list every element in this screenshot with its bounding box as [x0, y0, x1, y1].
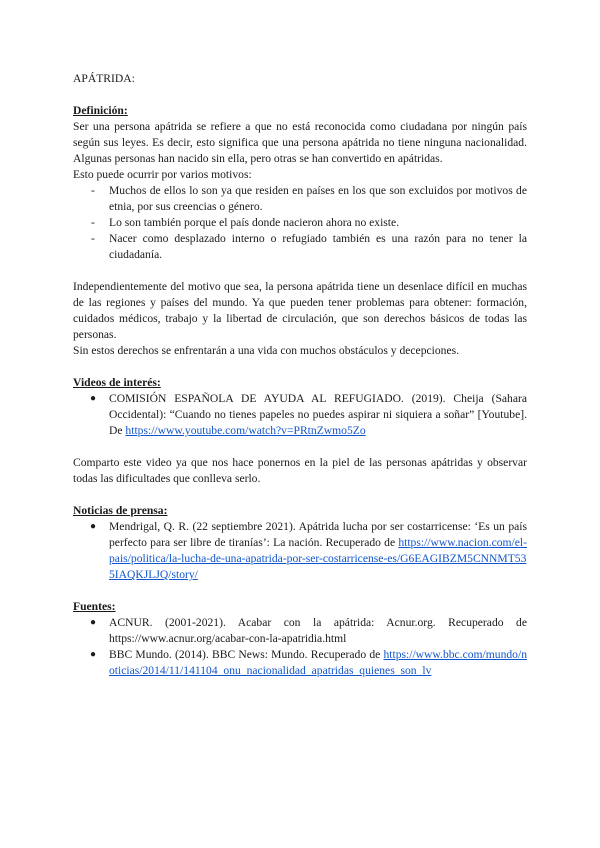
reasons-list — [73, 183, 527, 263]
nacion-link[interactable]: https://www.nacion.com/el-pais/politica/la-lucha-de-una-apatrida-por-ser-costarricense-es/G6EAGIBZM5CNNMT535IAQKJLJQ/story/ — [109, 536, 527, 581]
bullet-marker: ● — [90, 617, 97, 628]
definicion-paragraph-4: Sin estos derechos se enfrentarán a una vida con muchos obstáculos y decepciones. — [73, 344, 460, 357]
bullet-marker: ● — [90, 521, 97, 532]
reason-text: Muchos de ellos lo son ya que residen en países en los que son excluidos por motivos de etnia, por sus creencias o género. — [109, 184, 527, 213]
fuentes-list — [73, 615, 527, 679]
videos-list — [73, 391, 527, 439]
heading-videos: Videos de interés: — [73, 376, 161, 389]
youtube-link[interactable]: https://www.youtube.com/watch?v=PRtnZwmo5Zo — [125, 424, 366, 437]
reason-text: Nacer como desplazado interno o refugiado también es una razón para no tener la ciudadanía. — [109, 232, 527, 261]
document-title: APÁTRIDA: — [73, 72, 135, 85]
list-item — [73, 183, 527, 215]
definicion-paragraph-2: Esto puede ocurrir por varios motivos: — [73, 168, 252, 181]
dash-marker: - — [91, 216, 95, 229]
list-item — [73, 647, 527, 679]
videos-comment: Comparto este video ya que nos hace ponernos en la piel de las personas apátridas y observar todas las dificultades que conlleva serlo. — [73, 456, 527, 485]
reason-text: Lo son también porque el país donde nacieron ahora no existe. — [109, 216, 400, 229]
noticias-list — [73, 519, 527, 583]
heading-definicion: Definición: — [73, 104, 128, 117]
bbc-link[interactable]: https://www.bbc.com/mundo/noticias/2014/11/141104_onu_nacionalidad_apatridas_quienes_son_lv — [109, 648, 527, 677]
document-body — [73, 71, 527, 679]
list-item — [73, 215, 527, 231]
bullet-marker: ● — [90, 649, 97, 660]
definicion-paragraph-1: Ser una persona apátrida se refiere a que no está reconocida como ciudadana por ningún país según sus leyes. Es decir, esto significa que una persona apátrida no tiene ninguna nacionalidad. Algunas personas han nacido sin ella, pero otras se han convertido en apátridas. — [73, 120, 527, 165]
video-reference-text: COMISIÓN ESPAÑOLA DE AYUDA AL REFUGIADO. (2019). Cheija (Sahara Occidental): “Cuando no tienes papeles no puedes aspirar ni siquiera a soñar” [Youtube]. De — [109, 392, 527, 437]
heading-fuentes: Fuentes: — [73, 600, 116, 613]
news-reference-text: Mendrigal, Q. R. (22 septiembre 2021). Apátrida lucha por ser costarricense: ‘Es un país perfecto para ser libre de tiranías’: La nación. Recuperado de — [109, 520, 527, 549]
dash-marker: - — [91, 232, 95, 245]
list-item — [73, 519, 527, 583]
source-reference-text: BBC Mundo. (2014). BBC News: Mundo. Recuperado de — [109, 648, 384, 661]
heading-noticias: Noticias de prensa: — [73, 504, 168, 517]
list-item — [73, 231, 527, 263]
source-reference-text: ACNUR. (2001-2021). Acabar con la apátrida: Acnur.org. Recuperado de https://www.acnur.org/acabar-con-la-apatridia.html — [109, 616, 527, 645]
definicion-paragraph-3: Independientemente del motivo que sea, la persona apátrida tiene un desenlace difícil en muchas de las regiones y países del mundo. Ya que pueden tener problemas para obtener: formación, cuidados médicos, trabajo y la libertad de circulación, que son derechos básicos de todas las personas. — [73, 280, 527, 341]
dash-marker: - — [91, 184, 95, 197]
list-item — [73, 391, 527, 439]
bullet-marker: ● — [90, 393, 97, 404]
list-item — [73, 615, 527, 647]
